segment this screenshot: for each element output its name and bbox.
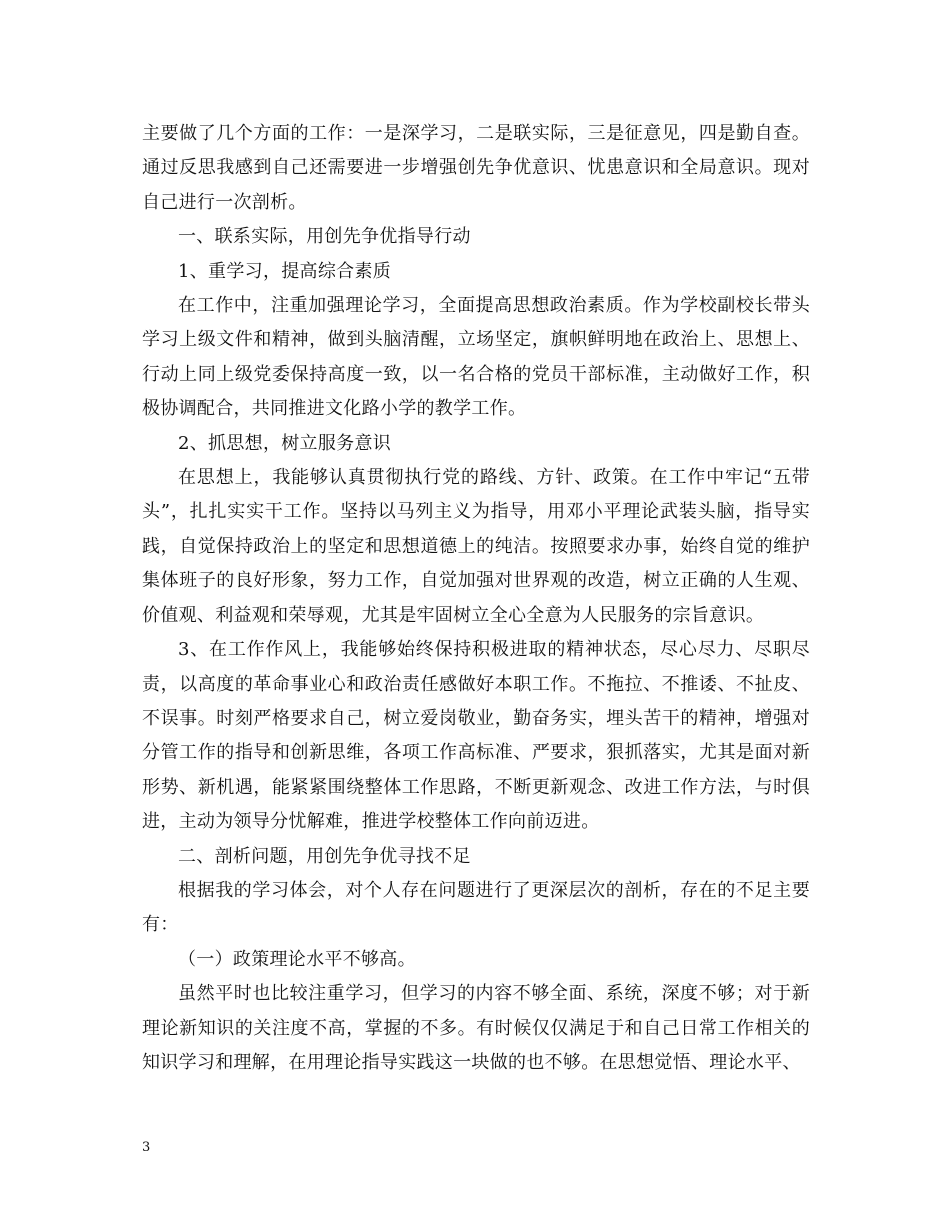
section-heading-1: 一、联系实际，用创先争优指导行动 <box>178 226 471 248</box>
page-number: 3 <box>142 1140 151 1155</box>
paragraph-thought: 在思想上，我能够认真贯彻执行党的路线、方针、政策。在工作中牢记“五带头”，扎扎实实干工作。坚持以马列主义为指导，用邓小平理论武装头脑，指导实践，自觉保持政治上的坚定和思想道德上的纯洁。按照要求办事，始终自觉的维护集体班子的良好形象，努力工作，自觉加强对世界观的改造，树立正确的人生观、价值观、利益观和荣辱观，尤其是牢固树立全心全意为人民服务的宗旨意识。 <box>142 467 810 626</box>
paragraph-intro: 主要做了几个方面的工作：一是深学习，二是联实际，三是征意见，四是勤自查。通过反思我感到自己还需要进一步增强创先争优意识、忧患意识和全局意识。现对自己进行一次剖析。 <box>142 123 810 213</box>
subheading-thought: 2、抓思想，树立服务意识 <box>178 432 392 454</box>
paragraph-study: 在工作中，注重加强理论学习，全面提高思想政治素质。作为学校副校长带头学习上级文件和精神，做到头脑清醒，立场坚定，旗帜鲜明地在政治上、思想上、行动上同上级党委保持高度一致，以一名合格的党员干部标准，主动做好工作，积极协调配合，共同推进文化路小学的教学工作。 <box>142 295 810 420</box>
subheading-policy-theory: （一）政策理论水平不够高。 <box>178 948 416 970</box>
paragraph-policy-theory: 虽然平时也比较注重学习，但学习的内容不够全面、系统，深度不够；对于新理论新知识的关注度不高，掌握的不多。有时候仅仅满足于和自己日常工作相关的知识学习和理解，在用理论指导实践这一块做的也不够。在思想觉悟、理论水平、 <box>142 983 810 1073</box>
paragraph-work-style: 3、在工作作风上，我能够始终保持积极进取的精神状态，尽心尽力、尽职尽责，以高度的革命事业心和政治责任感做好本职工作。不拖拉、不推诿、不扯皮、不误事。时刻严格要求自己，树立爱岗敬业，勤奋务实，埋头苦干的精神，增强对分管工作的指导和创新思维，各项工作高标准、严要求，狠抓落实，尤其是面对新形势、新机遇，能紧紧围绕整体工作思路，不断更新观念、改进工作方法，与时俱进，主动为领导分忧解难，推进学校整体工作向前迈进。 <box>142 639 810 833</box>
document-body <box>142 117 810 1080</box>
paragraph-analysis-intro: 根据我的学习体会，对个人存在问题进行了更深层次的剖析，存在的不足主要有： <box>142 879 810 936</box>
subheading-study: 1、重学习，提高综合素质 <box>178 260 392 282</box>
section-heading-2: 二、剖析问题，用创先争优寻找不足 <box>178 845 471 867</box>
